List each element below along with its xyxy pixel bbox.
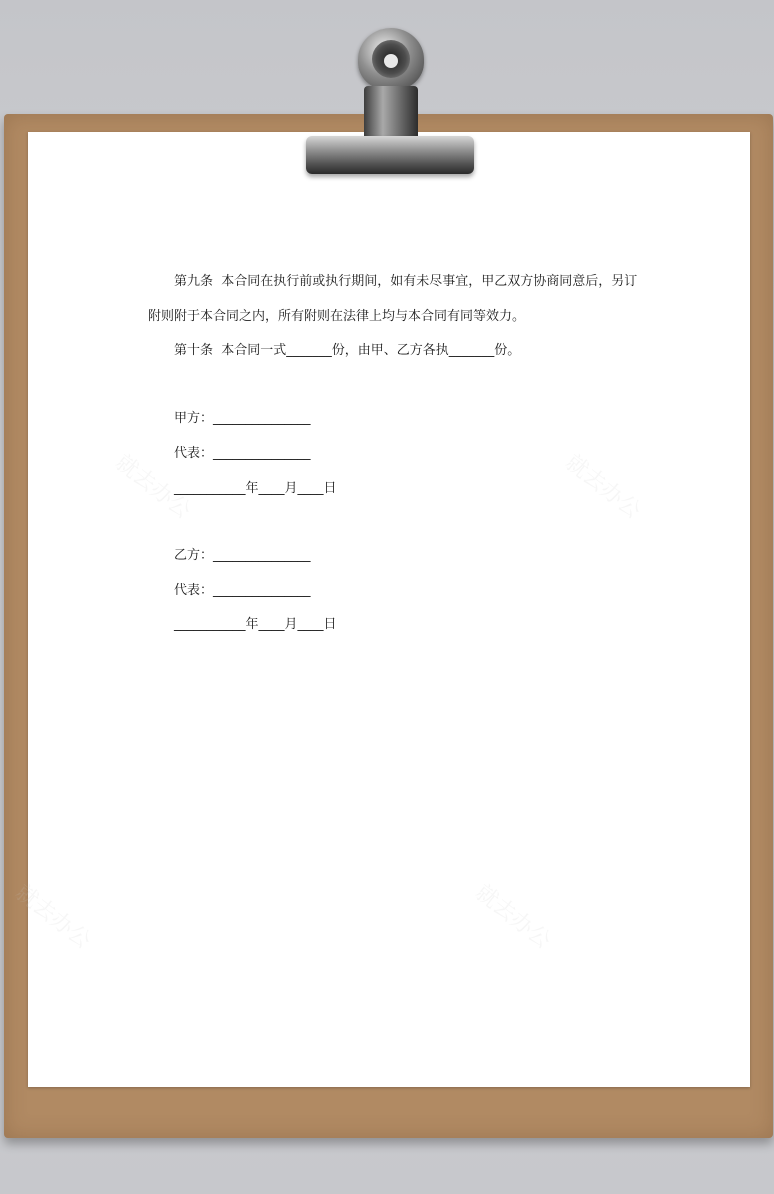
watermark: 就去办公 [470, 880, 556, 955]
watermark: 就去办公 [10, 880, 96, 955]
party-a-date-line: ___________年____月____日 [174, 481, 337, 496]
watermark: 就去办公 [560, 450, 646, 525]
clause-9-line-1: 第九条 本合同在执行前或执行期间，如有未尽事宜，甲乙双方协商同意后，另订 [174, 274, 638, 289]
clause-10-line: 第十条 本合同一式_______份，由甲、乙方各执_______份。 [174, 343, 521, 358]
party-b-date-line: ___________年____月____日 [174, 617, 337, 632]
watermark: 就去办公 [110, 450, 196, 525]
party-a-line: 甲方：_______________ [174, 411, 311, 426]
party-a-representative-line: 代表：_______________ [174, 446, 311, 461]
party-b-line: 乙方：_______________ [174, 548, 311, 563]
clause-9-line-2: 附则附于本合同之内，所有附则在法律上均与本合同有同等效力。 [148, 309, 526, 324]
party-b-representative-line: 代表：_______________ [174, 583, 311, 598]
